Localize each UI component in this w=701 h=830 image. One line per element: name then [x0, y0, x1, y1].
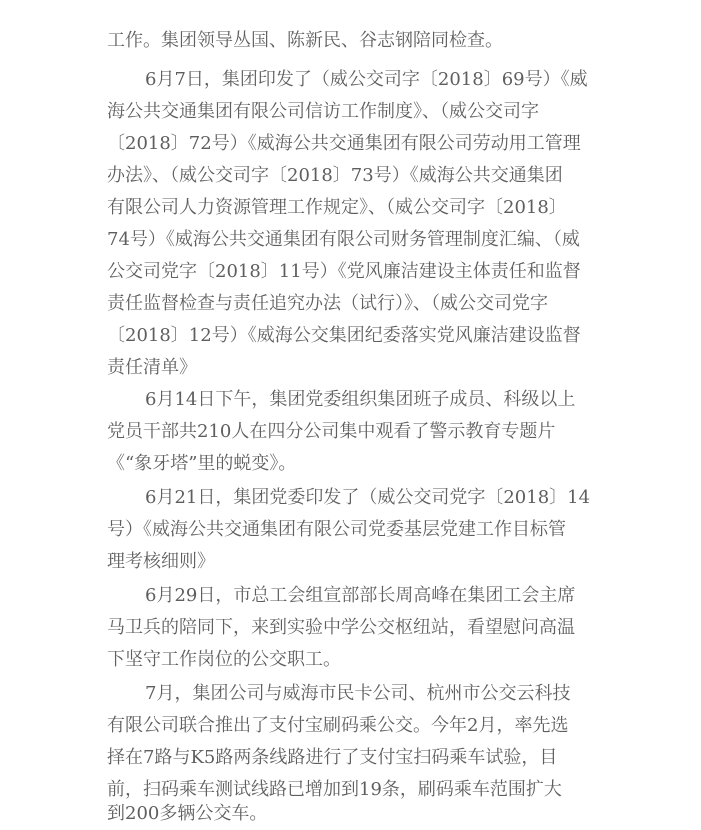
text-line: 《“象牙塔”里的蜕变》。 — [107, 453, 297, 474]
text-line: 到200多辆公交车。 — [107, 803, 268, 824]
text-line: 6月29日，市总工会组宣部部长周高峰在集团工会主席 — [145, 585, 576, 606]
text-line: 工作。集团领导丛国、陈新民、谷志钢陪同检查。 — [107, 30, 503, 51]
text-line: 〔2018〕12号）《威海公交集团纪委落实党风廉洁建设监督 — [107, 325, 581, 346]
text-line: 党员干部共210人在四分公司集中观看了警示教育专题片 — [107, 421, 556, 442]
text-line: 6月14日下午，集团党委组织集团班子成员、科级以上 — [145, 389, 576, 410]
text-line: 责任清单》 — [107, 357, 197, 378]
text-line: 有限公司联合推出了支付宝刷码乘公交。今年2月，率先选 — [107, 715, 569, 736]
text-line: 有限公司人力资源管理工作规定》、（威公交司字〔2018〕 — [107, 197, 567, 218]
text-line: 办法》、（威公交司字〔2018〕73号）《威海公共交通集团 — [107, 165, 563, 186]
text-line: 海公共交通集团有限公司信访工作制度》、（威公交司字 — [107, 101, 539, 122]
text-line: 74号）《威海公共交通集团有限公司财务管理制度汇编、（威 — [107, 229, 580, 250]
text-line: 前，扫码乘车测试线路已增加到19条，刷码乘车范围扩大 — [107, 779, 562, 800]
text-line: 马卫兵的陪同下，来到实验中学公交枢纽站，看望慰问高温 — [107, 617, 575, 638]
text-line: 公交司党字〔2018〕11号）《党风廉洁建设主体责任和监督 — [107, 261, 581, 282]
text-line: 择在7路与K5路两条线路进行了支付宝扫码乘车试验，目 — [107, 747, 558, 768]
text-line: 6月7日，集团印发了（威公交司字〔2018〕69号）《威 — [145, 69, 588, 90]
text-line: 〔2018〕72号）《威海公共交通集团有限公司劳动用工管理 — [107, 133, 581, 154]
text-line: 责任监督检查与责任追究办法（试行）》、（威公交司党字 — [107, 293, 548, 314]
text-line: 理考核细则》 — [107, 551, 215, 572]
text-line: 号）《威海公共交通集团有限公司党委基层党建工作目标管 — [107, 519, 566, 540]
text-line: 下坚守工作岗位的公交职工。 — [107, 649, 341, 670]
text-line: 6月21日，集团党委印发了（威公交司党字〔2018〕14 — [145, 487, 591, 508]
text-line: 7月，集团公司与威海市民卡公司、杭州市公交云科技 — [145, 683, 571, 704]
